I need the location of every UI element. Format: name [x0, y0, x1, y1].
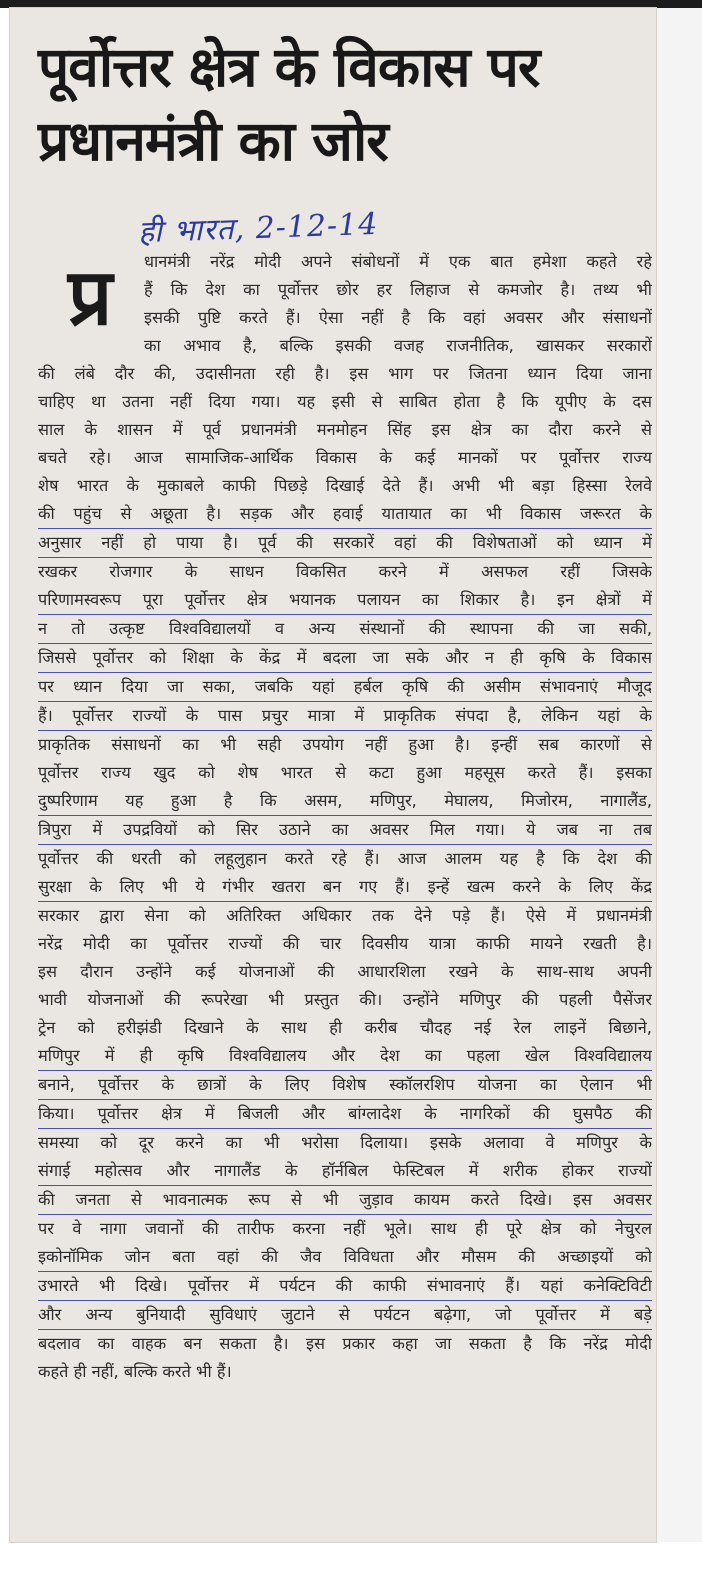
- article-line: का अभाव है, बल्कि इसकी वजह राजनीतिक, खासकर सरकारों: [144, 336, 652, 355]
- article-line: इसकी पुष्टि करते हैं। ऐसा नहीं है कि वहां अवसर और संसाधनों: [144, 308, 652, 327]
- article-line: और अन्य बुनियादी सुविधाएं जुटाने से पर्यटन बढ़ेगा, जो पूर्वोत्तर में बड़े: [38, 1301, 652, 1330]
- article-line: की जनता से भावनात्मक रूप से भी जुड़ाव कायम करते दिखे। इस अवसर: [38, 1186, 652, 1215]
- article-line: की लंबे दौर की, उदासीनता रही है। इस भाग पर जितना ध्यान दिया जाना: [38, 364, 652, 383]
- scan-edge: [0, 0, 702, 8]
- article-line: मणिपुर में ही कृषि विश्वविद्यालय और देश का पहला खेल विश्वविद्यालय: [38, 1042, 652, 1071]
- article-line: साल के शासन में पूर्व प्रधानमंत्री मनमोहन सिंह इस क्षेत्र का दौरा करने से: [38, 420, 652, 439]
- article-line: नरेंद्र मोदी का पूर्वोत्तर राज्यों की चार दिवसीय यात्रा काफी मायने रखती है।: [38, 934, 652, 953]
- article-line: रखकर रोजगार के साधन विकसित करने में असफल रहीं जिसके: [38, 562, 652, 581]
- article-line: बदलाव का वाहक बन सकता है। इस प्रकार कहा जा सकता है कि नरेंद्र मोदी: [38, 1334, 652, 1353]
- article-line: अनुसार नहीं हो पाया है। पूर्व की सरकारें वहां की विशेषताओं को ध्यान में: [38, 529, 652, 558]
- article-line: इस दौरान उन्होंने कई योजनाओं की आधारशिला रखने के साथ-साथ अपनी: [38, 962, 652, 981]
- article-line: किया। पूर्वोत्तर क्षेत्र में बिजली और बांग्लादेश के नागरिकों की घुसपैठ की: [38, 1100, 652, 1129]
- article-line: धानमंत्री नरेंद्र मोदी अपने संबोधनों में एक बात हमेशा कहते रहे: [144, 252, 652, 271]
- article-body: [38, 248, 652, 1386]
- article-line: परिणामस्वरूप पूरा पूर्वोत्तर क्षेत्र भयानक पलायन का शिकार है। इन क्षेत्रों में: [38, 586, 652, 615]
- article-line: हैं। पूर्वोत्तर राज्यों के पास प्रचुर मात्रा में प्राकृतिक संपदा है, लेकिन यहां के: [38, 702, 652, 731]
- article-line: दुष्परिणाम यह हुआ है कि असम, मणिपुर, मेघालय, मिजोरम, नागालैंड,: [38, 787, 652, 816]
- article-line: भावी योजनाओं की रूपरेखा भी प्रस्तुत की। उन्होंने मणिपुर की पहली पैसेंजर: [38, 990, 652, 1009]
- newspaper-clipping: [10, 8, 656, 1542]
- article-line: ट्रेन को हरीझंडी दिखाने के साथ ही करीब चौदह नई रेल लाइनें बिछाने,: [38, 1018, 652, 1037]
- article-line: चाहिए था उतना नहीं दिया गया। यह इसी से साबित होता है कि यूपीए के दस: [38, 392, 652, 411]
- article-line: पर वे नागा जवानों की तारीफ करना नहीं भूले। साथ ही पूरे क्षेत्र को नेचुरल: [38, 1219, 652, 1238]
- article-line: संगाई महोत्सव और नागालैंड के हॉर्नबिल फेस्टिबल में शरीक होकर राज्यों: [38, 1157, 652, 1186]
- article-line: सुरक्षा के लिए भी ये गंभीर खतरा बन गए हैं। इन्हें खत्म करने के लिए केंद्र: [38, 873, 652, 902]
- article-line: सरकार द्वारा सेना को अतिरिक्त अधिकार तक देने पड़े हैं। ऐसे में प्रधानमंत्री: [38, 906, 652, 925]
- article-line: पूर्वोत्तर की धरती को लहूलुहान करते रहे हैं। आज आलम यह है कि देश की: [38, 849, 652, 868]
- headline: पूर्वोत्तर क्षेत्र के विकास पर प्रधानमंत्री का जोर: [38, 35, 540, 173]
- article-line: समस्या को दूर करने का भी भरोसा दिलाया। इसके अलावा वे मणिपुर के: [38, 1133, 652, 1152]
- article-line: प्राकृतिक संसाधनों का भी सही उपयोग नहीं हुआ है। इन्हीं सब कारणों से: [38, 735, 652, 754]
- article-line: त्रिपुरा में उपद्रवियों को सिर उठाने का अवसर मिल गया। ये जब ना तब: [38, 816, 652, 845]
- article-line: हैं कि देश का पूर्वोत्तर छोर हर लिहाज से कमजोर है। तथ्य भी: [144, 280, 652, 299]
- page-margin: [656, 8, 702, 1542]
- drop-cap: प्र: [68, 253, 113, 343]
- article-line: की पहुंच से अछूता है। सड़क और हवाई यातायात का भी विकास जरूरत के: [38, 500, 652, 529]
- handwritten-date-note: ही भारत, 2-12-14: [137, 206, 379, 251]
- article-line: बचते रहे। आज सामाजिक-आर्थिक विकास के कई मानकों पर पूर्वोत्तर राज्य: [38, 448, 652, 467]
- article-line: उभारते भी दिखे। पूर्वोत्तर में पर्यटन की काफी संभावनाएं हैं। यहां कनेक्टिविटी: [38, 1272, 652, 1301]
- article-line: इकोनॉमिक जोन बता वहां की जैव विविधता और मौसम की अच्छाइयों को: [38, 1243, 652, 1272]
- article-line: पर ध्यान दिया जा सका, जबकि यहां हर्बल कृषि की असीम संभावनाएं मौजूद: [38, 673, 652, 702]
- article-line: शेष भारत के मुकाबले काफी पिछड़े दिखाई देते हैं। अभी भी बड़ा हिस्सा रेलवे: [38, 476, 652, 495]
- article-line: न तो उत्कृष्ट विश्वविद्यालयों व अन्य संस्थानों की स्थापना की जा सकी,: [38, 615, 652, 644]
- article-line: पूर्वोत्तर राज्य खुद को शेष भारत से कटा हुआ महसूस करते हैं। इसका: [38, 763, 652, 782]
- article-line: बनाने, पूर्वोत्तर के छात्रों के लिए विशेष स्कॉलरशिप योजना का ऐलान भी: [38, 1071, 652, 1100]
- article-line: जिससे पूर्वोत्तर को शिक्षा के केंद्र में बदला जा सके और न ही कृषि के विकास: [38, 644, 652, 673]
- article-line: कहते ही नहीं, बल्कि करते भी हैं।: [38, 1362, 232, 1381]
